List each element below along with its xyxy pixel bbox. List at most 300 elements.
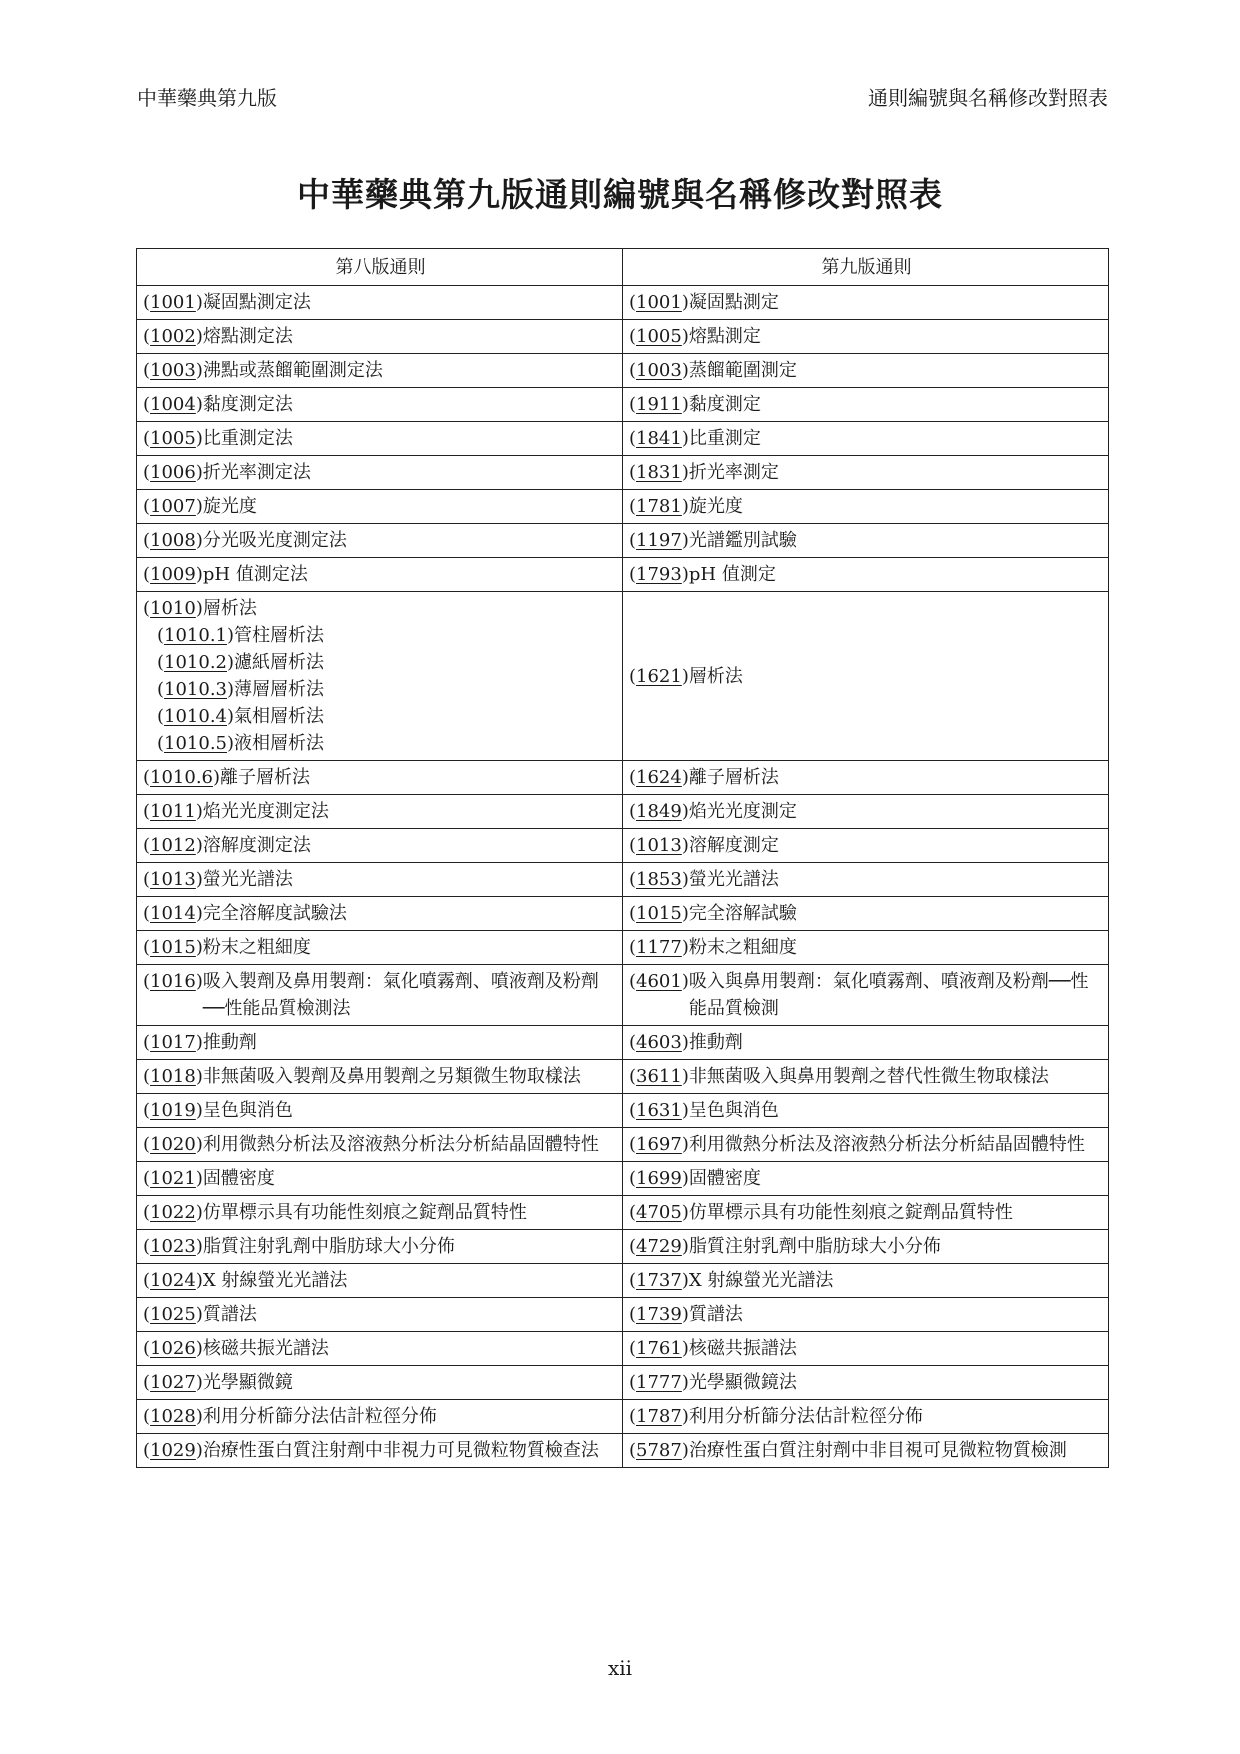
new-edition-cell (623, 1264, 1109, 1298)
chapter-code: (1002) (143, 326, 203, 347)
chapter-number: 1008 (150, 530, 196, 551)
chapter-code: (1849) (629, 801, 689, 822)
chapter-code: (1001) (143, 292, 203, 313)
table-row (137, 1400, 1109, 1434)
chapter-number: 1004 (150, 394, 196, 415)
new-edition-cell (623, 490, 1109, 524)
old-edition-cell (137, 558, 623, 592)
chapter-code: (1009) (143, 564, 203, 585)
running-header-left: 中華藥典第九版 (137, 86, 277, 110)
chapter-code: (1023) (143, 1236, 203, 1257)
new-edition-cell (623, 1298, 1109, 1332)
chapter-number: 1006 (150, 462, 196, 483)
new-chapter-entry (629, 832, 1104, 859)
chapter-number: 1015 (636, 903, 682, 924)
new-edition-cell (623, 1196, 1109, 1230)
chapter-title: 離子層析法 (220, 767, 311, 788)
new-edition-cell (623, 320, 1109, 354)
sub-chapter-entry (143, 730, 618, 757)
new-chapter-entry (629, 1131, 1104, 1158)
chapter-title: 折光率測定法 (202, 462, 311, 483)
table-row (137, 388, 1109, 422)
old-edition-cell (137, 897, 623, 931)
table-row (137, 1230, 1109, 1264)
old-edition-cell (137, 422, 623, 456)
old-chapter-entry (143, 1199, 618, 1226)
sub-chapter-entry (143, 676, 618, 703)
old-chapter-entry (143, 561, 618, 588)
chapter-code: (1029) (143, 1440, 203, 1461)
chapter-title: 層析法 (688, 665, 743, 687)
chapter-title: 沸點或蒸餾範圍測定法 (202, 360, 383, 381)
old-chapter-entry (143, 1131, 618, 1158)
new-chapter-entry (629, 459, 1104, 486)
chapter-code: (1006) (143, 462, 203, 483)
chapter-number: 1013 (636, 835, 682, 856)
chapter-number: 1005 (150, 428, 196, 449)
chapter-number: 5787 (636, 1440, 682, 1461)
old-chapter-entry (143, 764, 618, 791)
old-chapter-entry (143, 832, 618, 859)
column-header-old-edition: 第八版通則 (137, 249, 623, 286)
chapter-number: 1699 (636, 1168, 682, 1189)
chapter-title: 旋光度 (202, 496, 257, 517)
chapter-code: (1020) (143, 1134, 203, 1155)
chapter-number: 1010.2 (164, 652, 228, 673)
old-edition-cell (137, 829, 623, 863)
chapter-number: 3611 (636, 1066, 682, 1087)
new-edition-cell (623, 1230, 1109, 1264)
chapter-title: 液相層析法 (234, 733, 325, 754)
chapter-code: (1005) (629, 326, 689, 347)
chapter-title: 光學顯微鏡法 (688, 1372, 797, 1393)
chapter-title: 核磁共振譜法 (688, 1338, 797, 1359)
new-chapter-entry (629, 1267, 1104, 1294)
new-chapter-entry (629, 1301, 1104, 1328)
chapter-number: 1761 (636, 1338, 682, 1359)
chapter-number: 1624 (636, 767, 682, 788)
chapter-number: 1697 (636, 1134, 682, 1155)
chapter-number: 1003 (636, 360, 682, 381)
old-chapter-entry (143, 934, 618, 961)
table-row (137, 320, 1109, 354)
chapter-number: 1177 (636, 937, 682, 958)
chapter-code: (1019) (143, 1100, 203, 1121)
chapter-title: 吸入製劑及鼻用製劑：氣化噴霧劑、噴液劑及粉劑──性能品質檢測法 (202, 971, 599, 1019)
chapter-title: X 射線螢光光譜法 (202, 1270, 348, 1291)
new-edition-cell (623, 1094, 1109, 1128)
chapter-number: 1793 (636, 564, 682, 585)
new-chapter-entry (629, 1029, 1104, 1056)
page-number: xii (607, 1656, 633, 1680)
chapter-title: 焰光光度測定法 (202, 801, 329, 822)
old-chapter-entry (143, 1029, 618, 1056)
chapter-code: (1761) (629, 1338, 689, 1359)
table-row (137, 592, 1109, 761)
chapter-title: 質譜法 (202, 1304, 257, 1325)
old-chapter-entry (143, 1437, 618, 1464)
comparison-table (136, 248, 1109, 1468)
table-row (137, 1434, 1109, 1468)
new-chapter-entry (629, 900, 1104, 927)
chapter-number: 1010.1 (164, 625, 228, 646)
chapter-code: (1017) (143, 1032, 203, 1053)
table-row (137, 795, 1109, 829)
chapter-number: 4729 (636, 1236, 682, 1257)
chapter-title: 濾紙層析法 (234, 652, 325, 673)
table-row (137, 354, 1109, 388)
chapter-code: (1015) (629, 903, 689, 924)
chapter-title: 利用分析篩分法估計粒徑分佈 (688, 1406, 923, 1427)
chapter-number: 1841 (636, 428, 682, 449)
chapter-code: (1777) (629, 1372, 689, 1393)
new-chapter-entry (629, 1335, 1104, 1362)
chapter-code: (1781) (629, 496, 689, 517)
chapter-code: (1621) (629, 665, 689, 687)
chapter-number: 1018 (150, 1066, 196, 1087)
chapter-code: (1013) (629, 835, 689, 856)
chapter-number: 1001 (150, 292, 196, 313)
chapter-number: 1020 (150, 1134, 196, 1155)
chapter-code: (1027) (143, 1372, 203, 1393)
chapter-code: (1026) (143, 1338, 203, 1359)
new-chapter-entry (629, 357, 1104, 384)
old-chapter-entry (143, 1233, 618, 1260)
chapter-number: 1003 (150, 360, 196, 381)
new-edition-cell (623, 897, 1109, 931)
chapter-number: 1849 (636, 801, 682, 822)
new-chapter-entry (629, 391, 1104, 418)
new-edition-cell (623, 558, 1109, 592)
chapter-number: 1853 (636, 869, 682, 890)
column-header-new-edition: 第九版通則 (623, 249, 1109, 286)
chapter-code: (1737) (629, 1270, 689, 1291)
chapter-number: 1010.6 (150, 767, 214, 788)
chapter-number: 1010.3 (164, 679, 228, 700)
chapter-title: 溶解度測定法 (202, 835, 311, 856)
table-row (137, 1332, 1109, 1366)
old-chapter-entry (143, 425, 618, 452)
old-chapter-entry (143, 1063, 618, 1090)
chapter-code: (1831) (629, 462, 689, 483)
old-chapter-entry (143, 459, 618, 486)
chapter-title: 完全溶解度試驗法 (202, 903, 347, 924)
new-chapter-entry (629, 425, 1104, 452)
old-edition-cell (137, 1298, 623, 1332)
chapter-title: 管柱層析法 (234, 625, 325, 646)
chapter-title: 粉末之粗細度 (202, 937, 311, 958)
old-chapter-entry (143, 900, 618, 927)
old-chapter-entry (143, 1403, 618, 1430)
new-edition-cell (623, 965, 1109, 1026)
table-row (137, 456, 1109, 490)
chapter-title: 固體密度 (202, 1168, 275, 1189)
chapter-title: 質譜法 (688, 1304, 743, 1325)
chapter-code: (1010.1) (157, 625, 235, 646)
chapter-code: (1014) (143, 903, 203, 924)
new-chapter-entry (629, 798, 1104, 825)
old-edition-cell (137, 524, 623, 558)
new-chapter-entry (629, 1063, 1104, 1090)
chapter-number: 1012 (150, 835, 196, 856)
chapter-code: (1631) (629, 1100, 689, 1121)
old-chapter-entry (143, 493, 618, 520)
new-edition-cell (623, 388, 1109, 422)
chapter-number: 1024 (150, 1270, 196, 1291)
chapter-number: 1025 (150, 1304, 196, 1325)
old-edition-cell (137, 1366, 623, 1400)
chapter-title: 仿單標示具有功能性刻痕之錠劑品質特性 (202, 1202, 527, 1223)
chapter-title: 氣相層析法 (234, 706, 325, 727)
new-edition-cell (623, 354, 1109, 388)
chapter-code: (1853) (629, 869, 689, 890)
old-edition-cell (137, 1026, 623, 1060)
chapter-number: 1026 (150, 1338, 196, 1359)
chapter-title: 層析法 (202, 598, 257, 619)
chapter-title: 螢光光譜法 (202, 869, 293, 890)
table-row (137, 1366, 1109, 1400)
chapter-code: (1013) (143, 869, 203, 890)
chapter-number: 1001 (636, 292, 682, 313)
table-row (137, 422, 1109, 456)
chapter-title: 旋光度 (688, 496, 743, 517)
table-row (137, 1162, 1109, 1196)
old-chapter-entry (143, 1097, 618, 1124)
chapter-title: 離子層析法 (688, 767, 779, 788)
old-edition-cell (137, 1434, 623, 1468)
chapter-code: (4601) (629, 971, 689, 992)
chapter-code: (1787) (629, 1406, 689, 1427)
chapter-number: 4601 (636, 971, 682, 992)
chapter-code: (1010.2) (157, 652, 235, 673)
old-chapter-entry (143, 357, 618, 384)
old-edition-cell (137, 286, 623, 320)
chapter-code: (1911) (629, 394, 689, 415)
chapter-code: (1624) (629, 767, 689, 788)
chapter-title: 利用分析篩分法估計粒徑分佈 (202, 1406, 437, 1427)
chapter-title: 脂質注射乳劑中脂肪球大小分佈 (688, 1236, 941, 1257)
old-edition-cell (137, 592, 623, 761)
chapter-title: 推動劑 (202, 1032, 257, 1053)
chapter-title: 呈色與消色 (688, 1100, 779, 1121)
table-row (137, 965, 1109, 1026)
chapter-code: (1008) (143, 530, 203, 551)
table-row (137, 286, 1109, 320)
chapter-number: 1013 (150, 869, 196, 890)
new-edition-cell (623, 931, 1109, 965)
chapter-code: (1010.5) (157, 733, 235, 754)
chapter-title: 熔點測定法 (202, 326, 293, 347)
chapter-code: (1025) (143, 1304, 203, 1325)
chapter-number: 1027 (150, 1372, 196, 1393)
new-edition-cell (623, 456, 1109, 490)
chapter-code: (1016) (143, 971, 203, 992)
chapter-number: 1007 (150, 496, 196, 517)
chapter-number: 1621 (636, 665, 682, 687)
table-row (137, 897, 1109, 931)
old-edition-cell (137, 965, 623, 1026)
page-title: 中華藥典第九版通則編號與名稱修改對照表 (297, 175, 943, 214)
chapter-code: (1003) (629, 360, 689, 381)
chapter-number: 1028 (150, 1406, 196, 1427)
chapter-number: 1002 (150, 326, 196, 347)
chapter-title: 仿單標示具有功能性刻痕之錠劑品質特性 (688, 1202, 1013, 1223)
chapter-code: (1001) (629, 292, 689, 313)
chapter-number: 1021 (150, 1168, 196, 1189)
chapter-title: 光學顯微鏡 (202, 1372, 293, 1393)
new-chapter-entry (629, 1437, 1104, 1464)
old-chapter-entry (143, 323, 618, 350)
chapter-number: 1631 (636, 1100, 682, 1121)
table-row (137, 1264, 1109, 1298)
table-row (137, 931, 1109, 965)
new-chapter-entry (629, 968, 1104, 1022)
chapter-code: (1010.3) (157, 679, 235, 700)
chapter-title: pH 值測定法 (202, 564, 308, 585)
chapter-number: 1831 (636, 462, 682, 483)
new-chapter-entry (629, 1199, 1104, 1226)
new-chapter-entry (629, 663, 1104, 690)
chapter-title: 治療性蛋白質注射劑中非目視可見微粒物質檢測 (688, 1440, 1067, 1461)
old-edition-cell (137, 490, 623, 524)
old-edition-cell (137, 456, 623, 490)
new-chapter-entry (629, 934, 1104, 961)
chapter-number: 1023 (150, 1236, 196, 1257)
chapter-title: 核磁共振光譜法 (202, 1338, 329, 1359)
chapter-number: 1010 (150, 598, 196, 619)
old-edition-cell (137, 1230, 623, 1264)
chapter-code: (1739) (629, 1304, 689, 1325)
new-edition-cell (623, 524, 1109, 558)
new-chapter-entry (629, 866, 1104, 893)
chapter-code: (1003) (143, 360, 203, 381)
chapter-code: (1011) (143, 801, 203, 822)
table-row (137, 1094, 1109, 1128)
old-chapter-entry (143, 1369, 618, 1396)
new-edition-cell (623, 1162, 1109, 1196)
chapter-code: (1004) (143, 394, 203, 415)
chapter-number: 1010.4 (164, 706, 228, 727)
chapter-number: 1197 (636, 530, 682, 551)
old-edition-cell (137, 863, 623, 897)
chapter-title: 凝固點測定 (688, 292, 779, 313)
chapter-code: (1010.6) (143, 767, 221, 788)
chapter-number: 1029 (150, 1440, 196, 1461)
new-edition-cell (623, 1400, 1109, 1434)
old-edition-cell (137, 795, 623, 829)
chapter-title: 推動劑 (688, 1032, 743, 1053)
old-chapter-entry (143, 798, 618, 825)
chapter-number: 1014 (150, 903, 196, 924)
old-chapter-entry (143, 527, 618, 554)
table-row (137, 761, 1109, 795)
chapter-title: 呈色與消色 (202, 1100, 293, 1121)
table-body (137, 286, 1109, 1468)
sub-chapter-entry (143, 649, 618, 676)
old-edition-cell (137, 1332, 623, 1366)
chapter-number: 1011 (150, 801, 196, 822)
old-edition-cell (137, 761, 623, 795)
old-chapter-entry (143, 1267, 618, 1294)
chapter-title: 比重測定法 (202, 428, 293, 449)
chapter-title: 蒸餾範圍測定 (688, 360, 797, 381)
running-header-right: 通則編號與名稱修改對照表 (868, 86, 1108, 110)
chapter-code: (4729) (629, 1236, 689, 1257)
new-edition-cell (623, 592, 1109, 761)
new-chapter-entry (629, 1097, 1104, 1124)
chapter-number: 1022 (150, 1202, 196, 1223)
chapter-title: 黏度測定法 (202, 394, 293, 415)
old-edition-cell (137, 1264, 623, 1298)
chapter-number: 1010.5 (164, 733, 228, 754)
old-edition-cell (137, 931, 623, 965)
new-chapter-entry (629, 1233, 1104, 1260)
chapter-title: 治療性蛋白質注射劑中非視力可見微粒物質檢查法 (202, 1440, 599, 1461)
chapter-title: 分光吸光度測定法 (202, 530, 347, 551)
old-chapter-entry (143, 1335, 618, 1362)
old-chapter-entry (143, 595, 618, 622)
chapter-code: (5787) (629, 1440, 689, 1461)
chapter-number: 4705 (636, 1202, 682, 1223)
table-row (137, 1060, 1109, 1094)
new-edition-cell (623, 422, 1109, 456)
chapter-number: 1015 (150, 937, 196, 958)
new-edition-cell (623, 829, 1109, 863)
new-edition-cell (623, 863, 1109, 897)
new-chapter-entry (629, 1369, 1104, 1396)
chapter-title: 溶解度測定 (688, 835, 779, 856)
new-edition-cell (623, 1434, 1109, 1468)
chapter-number: 1005 (636, 326, 682, 347)
new-edition-cell (623, 1128, 1109, 1162)
chapter-title: pH 值測定 (688, 564, 776, 585)
chapter-code: (1015) (143, 937, 203, 958)
chapter-code: (1007) (143, 496, 203, 517)
chapter-title: 粉末之粗細度 (688, 937, 797, 958)
old-chapter-entry (143, 1301, 618, 1328)
new-edition-cell (623, 1060, 1109, 1094)
table-header-row (137, 249, 1109, 286)
chapter-title: X 射線螢光光譜法 (688, 1270, 834, 1291)
chapter-code: (1012) (143, 835, 203, 856)
new-edition-cell (623, 1332, 1109, 1366)
old-chapter-entry (143, 289, 618, 316)
new-edition-cell (623, 761, 1109, 795)
chapter-title: 利用微熱分析法及溶液熱分析法分析結晶固體特性 (202, 1134, 599, 1155)
chapter-code: (1697) (629, 1134, 689, 1155)
chapter-title: 熔點測定 (688, 326, 761, 347)
chapter-number: 4603 (636, 1032, 682, 1053)
new-chapter-entry (629, 323, 1104, 350)
old-edition-cell (137, 354, 623, 388)
chapter-code: (1841) (629, 428, 689, 449)
chapter-code: (3611) (629, 1066, 689, 1087)
sub-chapter-entry (143, 622, 618, 649)
table-row (137, 558, 1109, 592)
new-edition-cell (623, 1366, 1109, 1400)
table-row (137, 1128, 1109, 1162)
table-row (137, 863, 1109, 897)
table-row (137, 524, 1109, 558)
old-chapter-entry (143, 391, 618, 418)
chapter-number: 1737 (636, 1270, 682, 1291)
old-edition-cell (137, 1128, 623, 1162)
old-chapter-entry (143, 1165, 618, 1192)
table-row (137, 1298, 1109, 1332)
old-edition-cell (137, 388, 623, 422)
chapter-title: 黏度測定 (688, 394, 761, 415)
new-edition-cell (623, 286, 1109, 320)
